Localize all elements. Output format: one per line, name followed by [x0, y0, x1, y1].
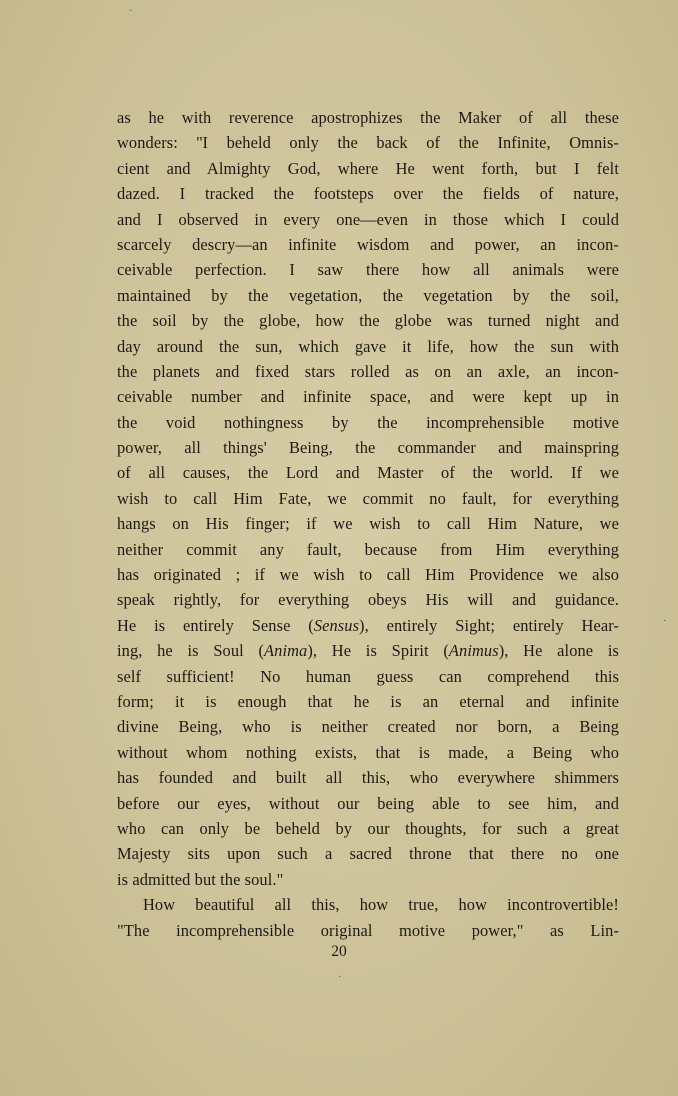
paper-speck: ·	[338, 972, 342, 983]
text-line: scarcely descry—an infinite wisdom and power, an incon-	[117, 234, 619, 254]
text-line-sensus	[117, 613, 619, 638]
latin-term-animus: Animus	[448, 641, 499, 661]
text-line: ceivable number and infinite space, and were kept up in	[117, 387, 619, 407]
text-line: neither commit any fault, because from Him everything	[117, 539, 619, 559]
text-line: the planets and fixed stars rolled as on an axle, an incon-	[117, 361, 619, 381]
text-line: wonders: ''I beheld only the back of the Infinite, Omnis-	[117, 133, 619, 153]
text-line: without whom nothing exists, that is made, a Being who	[117, 742, 619, 762]
text-line: the soil by the globe, how the globe was turned night and	[117, 311, 619, 331]
paper-speck: ·	[663, 616, 667, 627]
text-line: self sufficient! No human guess can comprehend this	[117, 666, 619, 686]
text-line: and I observed in every one—even in those which I could	[117, 209, 619, 229]
text-line: form; it is enough that he is an eternal and infinite	[117, 691, 619, 711]
text-line: hangs on His finger; if we wish to call Him Nature, we	[117, 514, 619, 534]
text-line: wish to call Him Fate, we commit no fault, for everything	[117, 488, 619, 508]
text-line: ceivable perfection. I saw there how all animals were	[117, 260, 619, 280]
text-run: ), He is Spirit (	[307, 641, 449, 661]
text-line: the void nothingness by the incomprehensible motive	[117, 412, 619, 432]
text-run: ), He alone is	[498, 641, 619, 661]
text-run: He is entirely Sense (	[117, 615, 314, 635]
latin-term-sensus: Sensus	[313, 615, 360, 635]
text-line-anima	[117, 638, 619, 663]
text-run: ), entirely Sight; entirely Hear-	[359, 615, 619, 635]
paper-speck: ·	[129, 6, 133, 17]
text-line: is admitted but the soul."	[117, 869, 284, 889]
text-line: divine Being, who is neither created nor born, a Being	[117, 717, 619, 737]
text-line: Majesty sits upon such a sacred throne that there no one	[117, 844, 619, 864]
text-line: who can only be beheld by our thoughts, for such a great	[117, 818, 619, 838]
text-line: maintained by the vegetation, the vegetation by the soil,	[117, 285, 619, 305]
text-run: ing, he is Soul (	[117, 641, 265, 661]
text-line: power, all things' Being, the commander and mainspring	[117, 438, 619, 458]
text-line: "The incomprehensible original motive power," as Lin-	[117, 920, 619, 940]
body-text	[117, 105, 619, 943]
text-line: day around the sun, which gave it life, how the sun with	[117, 336, 619, 356]
text-line: before our eyes, without our being able to see him, and	[117, 793, 619, 813]
text-line: has founded and built all this, who everywhere shimmers	[117, 768, 619, 788]
text-line: of all causes, the Lord and Master of the world. If we	[117, 463, 619, 483]
page-number: 20	[331, 943, 347, 960]
text-line: speak rightly, for everything obeys His will and guidance.	[117, 590, 619, 610]
text-line: has originated ; if we wish to call Him Providence we also	[117, 565, 619, 585]
latin-term-anima: Anima	[264, 641, 308, 661]
text-line: cient and Almighty God, where He went forth, but I felt	[117, 158, 619, 178]
text-line: How beautiful all this, how true, how incontrovertible!	[143, 895, 619, 915]
text-line: dazed. I tracked the footsteps over the fields of nature,	[117, 184, 619, 204]
text-line: as he with reverence apostrophizes the Maker of all these	[117, 108, 619, 127]
